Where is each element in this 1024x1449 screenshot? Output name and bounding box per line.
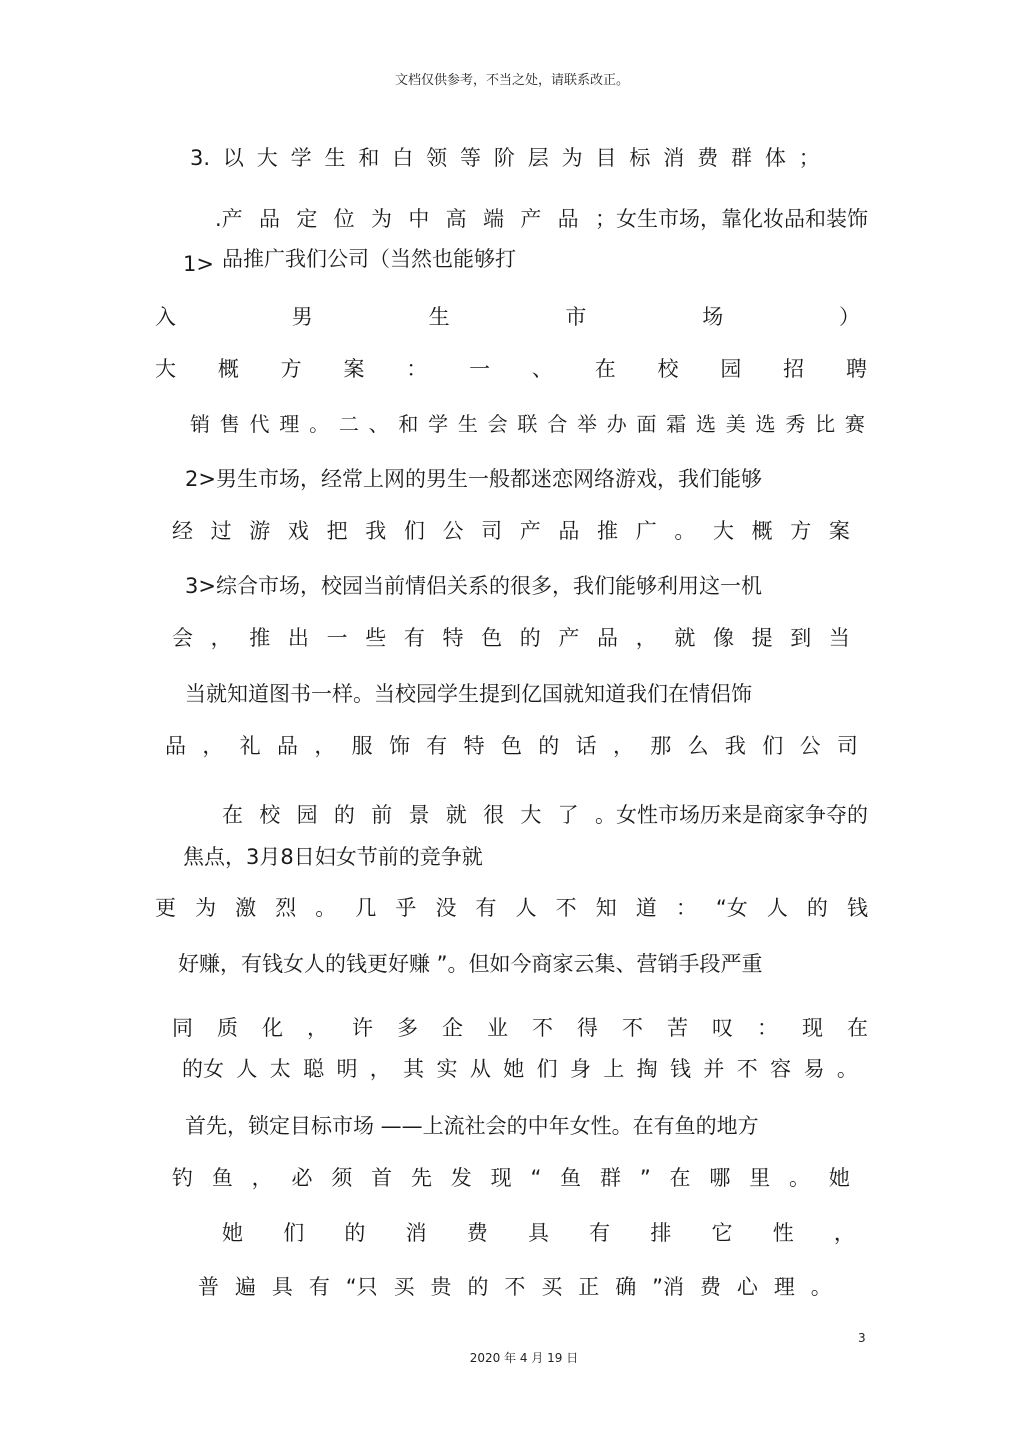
- line-segment: ）: [838, 305, 860, 329]
- line-segment: 化: [262, 1016, 283, 1040]
- line-segment: 就: [445, 803, 467, 827]
- line-segment: 其: [403, 1057, 425, 1081]
- line-segment: 前: [371, 803, 393, 827]
- line-segment: 。女性市场历来是商家争夺的: [594, 803, 868, 827]
- line-segment: 定: [296, 207, 318, 231]
- line-segment: ，: [635, 626, 657, 650]
- body-line: [172, 624, 850, 652]
- line-segment: 了: [557, 803, 579, 827]
- line-segment: 到: [790, 626, 812, 650]
- line-segment: 端: [482, 207, 504, 231]
- line-segment: 贵: [430, 1275, 452, 1299]
- line-segment: 。: [836, 1057, 858, 1081]
- line-segment: 有: [426, 734, 448, 758]
- line-segment: 戏: [287, 519, 309, 543]
- line-segment: 人: [766, 896, 788, 920]
- line-segment: 有: [589, 1221, 611, 1245]
- line-segment: 入: [155, 305, 176, 329]
- body-line: [165, 732, 858, 760]
- list-marker: 1>: [183, 252, 214, 276]
- line-segment: “女: [715, 896, 748, 920]
- line-segment: 性: [772, 1221, 794, 1245]
- line-segment: 合: [547, 412, 568, 436]
- line-segment: 司: [481, 519, 503, 543]
- line-segment: 费: [697, 146, 719, 170]
- line-segment: 质: [217, 1016, 238, 1040]
- line-segment: 礼: [239, 734, 261, 758]
- line-segment: ；: [798, 146, 820, 170]
- line-segment: 在: [222, 803, 243, 827]
- line-segment: 品: [259, 207, 281, 231]
- line-segment: 招: [783, 357, 805, 381]
- line-segment: 阶: [493, 146, 515, 170]
- line-segment: 。: [315, 896, 337, 920]
- line-segment: 它: [711, 1221, 733, 1245]
- line-segment: 。: [810, 1275, 832, 1299]
- line-segment: 的: [806, 896, 828, 920]
- line-segment: 品: [597, 626, 619, 650]
- line-segment: 产: [558, 626, 580, 650]
- line-segment: 明: [336, 1057, 358, 1081]
- line-segment: 和: [398, 412, 419, 436]
- line-segment: 们: [762, 734, 784, 758]
- line-segment: 实: [436, 1057, 458, 1081]
- header-note: 文档仅供参考，不当之处，请联系改正。: [394, 73, 629, 88]
- line-segment: 我: [724, 734, 746, 758]
- line-segment: 易: [803, 1057, 825, 1081]
- line-segment: 她: [828, 1166, 850, 1190]
- line-segment: 不: [622, 1016, 643, 1040]
- line-segment: 生: [324, 146, 346, 170]
- line-segment: 在: [669, 1166, 691, 1190]
- line-segment: 游: [249, 519, 271, 543]
- line-segment: 那: [650, 734, 672, 758]
- line-segment: 概: [217, 357, 239, 381]
- line-segment: 学: [290, 146, 312, 170]
- line-segment: 等: [460, 146, 482, 170]
- line-segment: 心: [736, 1275, 758, 1299]
- line-segment: 秀: [785, 412, 806, 436]
- line-segment: 激: [235, 896, 257, 920]
- line-segment: 二: [338, 412, 359, 436]
- line-segment: 推: [597, 519, 619, 543]
- body-line: [155, 355, 867, 383]
- line-segment: 霜: [666, 412, 687, 436]
- line-segment: 品: [276, 734, 298, 758]
- line-segment: 会: [487, 412, 508, 436]
- line-segment: ，: [307, 1016, 328, 1040]
- line-segment: 消: [663, 146, 685, 170]
- line-segment: 更: [155, 896, 176, 920]
- line-segment: 大: [155, 357, 176, 381]
- line-segment: 大: [256, 146, 278, 170]
- line-segment: 排: [650, 1221, 672, 1245]
- line-segment: 必: [291, 1166, 313, 1190]
- line-segment: 些: [365, 626, 387, 650]
- line-segment: 、: [368, 412, 389, 436]
- line-segment: 选: [755, 412, 776, 436]
- line-segment: 男: [291, 305, 313, 329]
- line-segment: 售: [219, 412, 240, 436]
- line-segment: 中: [408, 207, 430, 231]
- line-segment: 和: [358, 146, 380, 170]
- line-segment: 标: [629, 146, 651, 170]
- line-segment: 特: [442, 626, 464, 650]
- line-segment: 钱: [846, 896, 868, 920]
- line-segment: 校: [657, 357, 679, 381]
- line-segment: 司: [836, 734, 858, 758]
- line-segment: 费: [466, 1221, 488, 1245]
- line-segment: 不: [736, 1057, 758, 1081]
- line-segment: 人: [236, 1057, 258, 1081]
- line-segment: 案: [343, 357, 365, 381]
- line-segment: 发: [450, 1166, 472, 1190]
- body-line: [172, 1014, 868, 1042]
- line-segment: 目: [595, 146, 617, 170]
- line-segment: 在: [594, 357, 616, 381]
- line-segment: 哪: [709, 1166, 731, 1190]
- line-segment: 人: [515, 896, 537, 920]
- line-segment: ，: [314, 734, 336, 758]
- line-segment: 有: [308, 1275, 330, 1299]
- line-segment: 的: [519, 626, 541, 650]
- body-line: 好赚，有钱女人的钱更好赚 ”。但如今商家云集、营销手段严重: [178, 952, 763, 976]
- line-segment: 产: [519, 519, 541, 543]
- line-segment: ：: [406, 357, 428, 381]
- line-segment: 我: [365, 519, 387, 543]
- line-segment: 的: [333, 803, 355, 827]
- line-segment: 出: [287, 626, 309, 650]
- body-line: [172, 517, 850, 545]
- line-segment: 从: [469, 1057, 491, 1081]
- line-segment: 市: [565, 305, 587, 329]
- line-segment: 不: [555, 896, 577, 920]
- line-segment: 在: [847, 1016, 868, 1040]
- line-segment: 提: [751, 626, 773, 650]
- line-segment: 服: [351, 734, 373, 758]
- body-line: [222, 1219, 855, 1247]
- line-segment: 具: [527, 1221, 549, 1245]
- line-segment: 先: [410, 1166, 432, 1190]
- line-segment: 品: [558, 519, 580, 543]
- line-segment: 乎: [395, 896, 417, 920]
- page-number: 3: [858, 1331, 866, 1345]
- line-segment: 里: [749, 1166, 771, 1190]
- body-line: 3>综合市场，校园当前情侣关系的很多，我们能够利用这一机: [185, 574, 762, 598]
- line-segment: 不: [532, 1016, 553, 1040]
- line-segment: 美: [725, 412, 746, 436]
- line-segment: 具: [271, 1275, 293, 1299]
- line-segment: 业: [487, 1016, 508, 1040]
- line-segment: 学: [428, 412, 449, 436]
- line-segment: 现: [802, 1016, 823, 1040]
- line-segment: 群: [731, 146, 753, 170]
- line-segment: 们: [536, 1057, 558, 1081]
- line-segment: 遍: [234, 1275, 256, 1299]
- body-line: 当就知道图书一样。当校园学生提到亿国就知道我们在情侣饰: [185, 682, 752, 706]
- line-segment: 叹: [712, 1016, 733, 1040]
- line-segment: 买: [393, 1275, 415, 1299]
- body-line: [215, 205, 868, 233]
- body-line: [190, 144, 820, 172]
- line-segment: ”: [639, 1166, 651, 1190]
- line-segment: 办: [606, 412, 627, 436]
- line-segment: 的: [344, 1221, 366, 1245]
- line-segment: 群: [600, 1166, 621, 1190]
- line-segment: 概: [751, 519, 773, 543]
- line-segment: 得: [577, 1016, 598, 1040]
- line-segment: 为: [561, 146, 583, 170]
- line-segment: 代: [249, 412, 270, 436]
- line-segment: 她: [503, 1057, 525, 1081]
- line-segment: 高: [445, 207, 467, 231]
- body-line: 焦点，3月8日妇女节前的竞争就: [183, 845, 483, 869]
- line-segment: ；女生市场，靠化妆品和装饰: [594, 207, 868, 231]
- body-line: [155, 303, 860, 331]
- line-segment: 没: [435, 896, 457, 920]
- line-segment: 普: [198, 1275, 219, 1299]
- line-segment: 苦: [667, 1016, 688, 1040]
- line-segment: 广: [635, 519, 657, 543]
- line-segment: 就: [674, 626, 696, 650]
- line-segment: 太: [269, 1057, 291, 1081]
- body-line: [190, 410, 865, 438]
- body-line: [172, 1164, 850, 1192]
- line-segment: 大: [520, 803, 542, 827]
- line-segment: “: [530, 1166, 542, 1190]
- line-segment: ，: [833, 1221, 855, 1245]
- line-segment: 企: [442, 1016, 463, 1040]
- line-segment: 联: [517, 412, 538, 436]
- line-segment: 钓: [172, 1166, 193, 1190]
- line-segment: 有: [403, 626, 425, 650]
- line-segment: ，: [612, 734, 634, 758]
- line-segment: 首: [371, 1166, 393, 1190]
- line-segment: 校: [259, 803, 281, 827]
- line-segment: 确: [615, 1275, 637, 1299]
- line-segment: 、: [531, 357, 553, 381]
- line-segment: 位: [333, 207, 355, 231]
- line-segment: 知: [595, 896, 617, 920]
- line-segment: 色: [500, 734, 522, 758]
- line-segment: 须: [331, 1166, 353, 1190]
- line-segment: 一: [469, 357, 491, 381]
- line-segment: .产: [215, 207, 243, 231]
- line-segment: 饰: [388, 734, 410, 758]
- line-segment: 为: [371, 207, 392, 231]
- line-segment: ，: [251, 1166, 273, 1190]
- line-segment: 白: [392, 146, 414, 170]
- line-segment: 园: [296, 803, 318, 827]
- line-segment: 场: [702, 305, 724, 329]
- line-segment: 当: [828, 626, 850, 650]
- line-segment: ，: [369, 1057, 391, 1081]
- line-segment: 推: [249, 626, 271, 650]
- line-segment: 很: [483, 803, 505, 827]
- line-segment: 销: [190, 412, 210, 436]
- line-segment: 聪: [303, 1057, 325, 1081]
- line-segment: 的女: [182, 1057, 224, 1081]
- line-segment: ，: [210, 626, 232, 650]
- line-segment: ：: [757, 1016, 778, 1040]
- line-segment: 钱: [670, 1057, 692, 1081]
- body-line: [222, 801, 868, 829]
- line-segment: “只: [345, 1275, 378, 1299]
- line-segment: ”消: [652, 1275, 685, 1299]
- line-segment: 特: [463, 734, 485, 758]
- line-segment: 身: [569, 1057, 591, 1081]
- line-segment: 有: [475, 896, 497, 920]
- line-segment: 话: [575, 734, 597, 758]
- line-segment: 的: [467, 1275, 489, 1299]
- line-segment: 鱼: [560, 1166, 582, 1190]
- line-segment: 公: [442, 519, 464, 543]
- line-segment: 层: [527, 146, 549, 170]
- line-segment: 品: [165, 734, 186, 758]
- line-segment: 一: [326, 626, 348, 650]
- line-segment: 产: [520, 207, 542, 231]
- line-segment: 正: [578, 1275, 600, 1299]
- line-segment: 们: [403, 519, 425, 543]
- line-segment: 景: [408, 803, 430, 827]
- line-segment: 体: [764, 146, 786, 170]
- line-segment: 不: [504, 1275, 526, 1299]
- line-segment: 理: [773, 1275, 795, 1299]
- line-segment: 赛: [844, 412, 865, 436]
- line-segment: 比: [815, 412, 836, 436]
- line-segment: 同: [172, 1016, 193, 1040]
- line-segment: 过: [210, 519, 232, 543]
- line-segment: 并: [703, 1057, 725, 1081]
- line-segment: 现: [490, 1166, 512, 1190]
- line-segment: 大: [712, 519, 734, 543]
- line-segment: 掏: [636, 1057, 658, 1081]
- line-segment: 选: [696, 412, 717, 436]
- line-segment: 们: [283, 1221, 305, 1245]
- line-segment: 容: [770, 1057, 792, 1081]
- line-segment: 生: [428, 305, 450, 329]
- line-segment: 经: [172, 519, 193, 543]
- line-segment: 品: [557, 207, 579, 231]
- line-segment: 案: [828, 519, 850, 543]
- line-segment: 为: [195, 896, 217, 920]
- body-line: [198, 1273, 832, 1301]
- line-segment: 道: [635, 896, 657, 920]
- line-segment: 。: [789, 1166, 811, 1190]
- line-segment: 多: [397, 1016, 418, 1040]
- line-segment: 公: [799, 734, 821, 758]
- line-segment: 理: [279, 412, 300, 436]
- line-segment: 方: [790, 519, 812, 543]
- line-segment: 许: [352, 1016, 373, 1040]
- line-segment: 的: [538, 734, 560, 758]
- line-segment: 园: [720, 357, 742, 381]
- line-segment: 买: [541, 1275, 563, 1299]
- line-segment: 把: [326, 519, 348, 543]
- line-segment: 几: [355, 896, 377, 920]
- line-segment: 举: [576, 412, 597, 436]
- line-segment: ，: [202, 734, 224, 758]
- line-segment: 像: [712, 626, 734, 650]
- line-segment: 3.: [190, 146, 211, 170]
- line-segment: 。: [309, 412, 330, 436]
- body-line: 2>男生市场，经常上网的男生一般都迷恋网络游戏，我们能够: [185, 467, 762, 491]
- line-segment: 以: [222, 146, 244, 170]
- line-segment: 么: [687, 734, 709, 758]
- line-segment: 费: [699, 1275, 721, 1299]
- footer-date: 2020 年 4 月 19 日: [469, 1351, 579, 1365]
- body-line: [182, 1055, 858, 1083]
- line-segment: 领: [426, 146, 448, 170]
- line-segment: 会: [172, 626, 193, 650]
- body-line: [155, 894, 868, 922]
- body-line: 首先，锁定目标市场 ——上流社会的中年女性。在有鱼的地方: [185, 1114, 759, 1138]
- body-line: 品推广我们公司（当然也能够打: [222, 247, 516, 271]
- line-segment: 鱼: [211, 1166, 233, 1190]
- line-segment: 聘: [845, 357, 867, 381]
- line-segment: 生: [457, 412, 478, 436]
- line-segment: 。: [674, 519, 696, 543]
- line-segment: ：: [675, 896, 697, 920]
- line-segment: 消: [405, 1221, 427, 1245]
- line-segment: 烈: [275, 896, 297, 920]
- line-segment: 面: [636, 412, 657, 436]
- line-segment: 色: [481, 626, 503, 650]
- line-segment: 方: [280, 357, 302, 381]
- line-segment: 上: [603, 1057, 625, 1081]
- line-segment: 她: [222, 1221, 243, 1245]
